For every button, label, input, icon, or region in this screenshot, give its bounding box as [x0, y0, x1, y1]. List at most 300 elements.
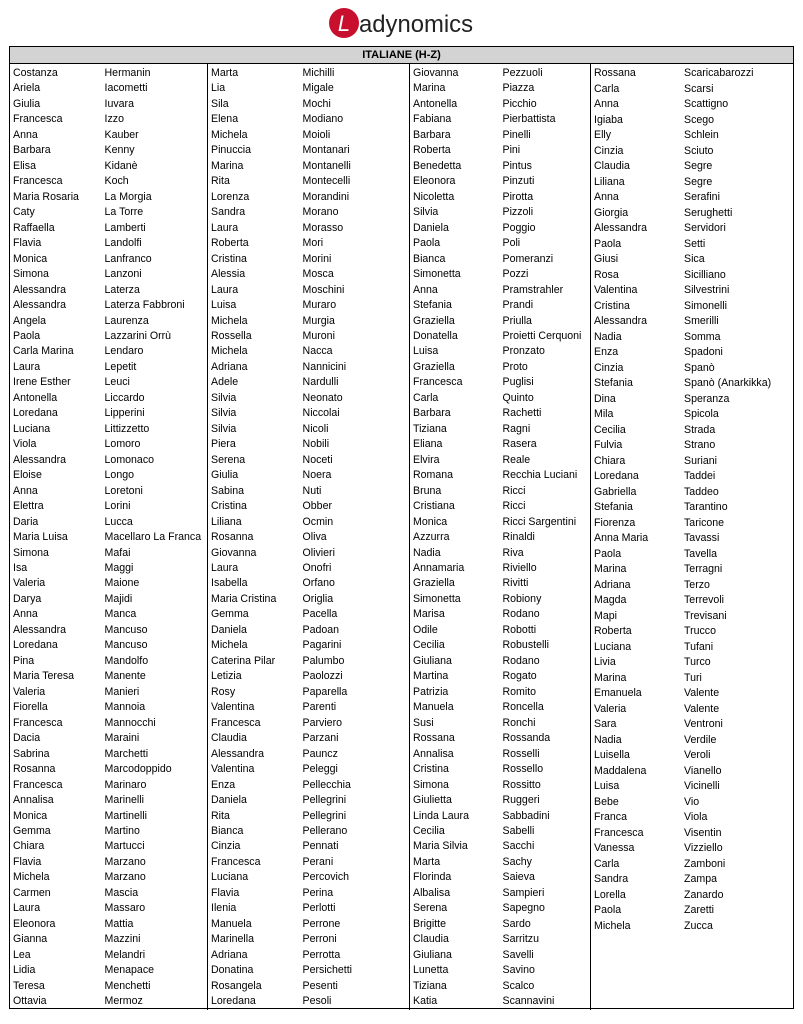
last-name-cell: Poli	[502, 237, 521, 250]
last-name-cell: Rossanda	[502, 732, 551, 745]
last-name-cell: Simonelli	[684, 299, 727, 312]
last-name-cell: Strano	[684, 439, 716, 451]
last-name-cell: Moschini	[302, 283, 345, 296]
last-name-cell: Zamboni	[684, 857, 726, 870]
first-name-cell: Anna	[594, 191, 619, 203]
first-name-cell: Marisa	[413, 608, 445, 621]
first-name-cell: Dacia	[13, 732, 41, 745]
first-name-cell: Bianca	[211, 824, 244, 837]
last-name-cell: Martino	[104, 824, 140, 837]
last-name-cell: Smerilli	[684, 315, 719, 327]
first-name-cell: Susi	[413, 716, 434, 729]
first-name-cell: Michela	[211, 639, 248, 652]
first-name-cell: Loredana	[211, 995, 256, 1008]
first-name-cell: Gianna	[13, 933, 48, 946]
first-name-cell: Donatina	[211, 964, 254, 977]
first-name-cell: Giuliana	[413, 948, 452, 961]
last-name-cell: Marzano	[104, 855, 146, 868]
first-name-cell: Flavia	[13, 237, 42, 250]
first-name-cell: Alessandra	[594, 222, 647, 234]
last-name-cell: Lazzarini Orrù	[104, 329, 172, 342]
first-name-cell: Rita	[211, 175, 230, 188]
first-name-cell: Lunetta	[413, 964, 449, 977]
first-name-cell: Eleonora	[13, 917, 56, 930]
last-name-cell: Iacometti	[104, 82, 148, 95]
first-name-cell: Manuela	[211, 917, 252, 930]
first-name-column	[591, 66, 681, 1010]
first-name-cell: Elena	[211, 113, 239, 126]
last-name-cell: Sacchi	[502, 840, 535, 853]
last-name-cell: Suriani	[684, 454, 717, 467]
last-name-cell: Montanelli	[302, 159, 351, 172]
last-name-cell: Turi	[684, 671, 702, 684]
first-name-cell: Irene Esther	[13, 376, 71, 389]
first-name-cell: Katia	[413, 995, 438, 1008]
first-name-cell: Anna	[13, 128, 38, 141]
last-name-cell: Pomeranzi	[502, 252, 554, 265]
first-name-cell: Luciana	[594, 640, 632, 653]
last-name-cell: Setti	[684, 237, 706, 250]
first-name-cell: Loredana	[594, 470, 639, 482]
last-name-cell: Perrone	[302, 917, 341, 930]
first-name-cell: Elettra	[13, 500, 44, 513]
first-name-cell: Silvia	[211, 422, 237, 435]
first-name-cell: Barbara	[413, 128, 451, 141]
first-name-cell: Cristiana	[413, 500, 455, 513]
last-name-cell: Valente	[684, 702, 720, 715]
last-name-cell: Terragni	[684, 563, 723, 575]
first-name-cell: Fulvia	[594, 439, 623, 451]
first-name-cell: Rosa	[594, 268, 619, 281]
last-name-cell: Longo	[104, 469, 134, 482]
first-name-cell: Alessandra	[13, 283, 66, 296]
first-name-cell: Giusi	[594, 253, 619, 265]
last-name-cell: Veroli	[684, 749, 711, 761]
last-name-cell: Ronchi	[502, 716, 536, 729]
first-name-cell: Giulia	[211, 469, 239, 482]
last-name-cell: Origlia	[302, 592, 334, 605]
first-name-cell: Giovanna	[413, 67, 459, 79]
last-name-cell: Robiony	[502, 592, 542, 605]
last-name-cell: Pinelli	[502, 128, 531, 141]
last-name-cell: Noera	[302, 469, 332, 482]
first-name-cell: Valentina	[594, 284, 638, 296]
first-name-cell: Eliana	[413, 438, 443, 451]
first-name-cell: Luisa	[594, 780, 620, 792]
first-name-cell: Marinella	[211, 933, 254, 946]
last-name-cell: Taricone	[684, 516, 725, 529]
first-name-cell: Mila	[594, 408, 614, 420]
first-name-cell: Cecilia	[594, 423, 626, 436]
last-name-cell: Lomoro	[104, 438, 141, 451]
first-name-cell: Albalisa	[413, 886, 451, 899]
first-name-cell: Dina	[594, 392, 616, 405]
first-name-cell: Stefania	[413, 299, 452, 312]
last-name-cell: Peleggi	[302, 763, 338, 776]
last-name-cell: Romito	[502, 685, 537, 698]
brand-logo	[0, 4, 803, 44]
last-name-cell: Rossello	[502, 763, 544, 776]
first-name-cell: Lea	[13, 948, 31, 961]
first-name-cell: Nadia	[594, 330, 622, 343]
first-name-cell: Francesca	[413, 376, 463, 389]
first-name-cell: Sabrina	[13, 747, 50, 760]
first-name-cell: Carla Marina	[13, 345, 74, 358]
first-name-cell: Odile	[413, 623, 438, 636]
last-name-cell: Leuci	[104, 376, 130, 389]
first-name-cell: Adriana	[211, 948, 248, 961]
last-name-cell: Perlotti	[302, 902, 336, 915]
last-name-cell: Sachy	[502, 855, 532, 868]
first-name-cell: Cristina	[211, 252, 247, 265]
table-title: ITALIANE (H-Z)	[10, 47, 793, 64]
last-name-cell: Parenti	[302, 701, 337, 714]
last-name-cell: Littizzetto	[104, 422, 150, 435]
first-name-cell: Letizia	[211, 670, 242, 683]
first-name-cell: Monica	[413, 515, 448, 528]
first-name-cell: Cristina	[594, 299, 630, 312]
first-name-cell: Giuliana	[413, 654, 452, 667]
last-name-cell: Melandri	[104, 948, 146, 961]
last-name-cell: Viola	[684, 811, 708, 823]
last-name-cell: Lorini	[104, 500, 131, 513]
last-name-cell: Rodano	[502, 654, 540, 667]
first-name-cell: Rosanna	[211, 531, 254, 544]
last-name-cell: Valente	[684, 687, 720, 699]
last-name-cell: Maraini	[104, 732, 140, 745]
last-name-cell: Tarantino	[684, 501, 728, 513]
first-name-cell: Marina	[413, 82, 446, 95]
last-name-cell: Lucca	[104, 515, 133, 528]
last-name-cell: Scarsi	[684, 82, 714, 95]
last-name-cell: Niccolai	[302, 407, 340, 420]
last-name-cell: Pini	[502, 144, 521, 157]
last-name-cell: Pinzuti	[502, 175, 535, 188]
first-name-cell: Luisa	[211, 299, 237, 312]
first-name-cell: Daniela	[413, 221, 449, 234]
last-name-cell: Sabelli	[502, 824, 535, 837]
last-name-cell: Muraro	[302, 299, 337, 312]
first-name-cell: Graziella	[413, 314, 455, 327]
first-name-cell: Serena	[413, 902, 448, 915]
last-name-cell: Poggio	[502, 221, 536, 234]
first-name-cell: Alessandra	[13, 299, 66, 312]
last-name-cell: Schlein	[684, 129, 719, 141]
last-name-cell: Orfano	[302, 577, 335, 590]
last-name-cell: Parviero	[302, 716, 342, 729]
last-name-cell: Pacella	[302, 608, 338, 621]
first-name-cell: Carla	[413, 391, 439, 404]
first-name-cell: Simonetta	[413, 268, 461, 281]
last-name-cell: Marcodoppido	[104, 763, 172, 776]
first-name-cell: Silvia	[413, 206, 439, 219]
first-name-cell: Enza	[594, 346, 619, 358]
first-name-cell: Cinzia	[594, 361, 624, 374]
last-name-cell: Zanardo	[684, 888, 724, 901]
last-name-cell: Pierbattista	[502, 113, 556, 126]
first-name-cell: Anna	[13, 484, 38, 497]
first-name-cell: Silvia	[211, 407, 237, 420]
last-name-cell: Reale	[502, 453, 531, 466]
last-name-cell: Serafini	[684, 191, 720, 203]
first-name-cell: Luisa	[413, 345, 439, 358]
last-name-cell: Pennati	[302, 840, 339, 853]
last-name-cell: Scaricabarozzi	[684, 67, 754, 79]
last-name-cell: Landolfi	[104, 237, 142, 250]
last-name-cell: Persichetti	[302, 964, 353, 977]
last-name-cell: Olivieri	[302, 546, 335, 559]
last-name-cell: Menapace	[104, 964, 155, 977]
first-name-cell: Marta	[413, 855, 441, 868]
last-name-cell: Obber	[302, 500, 332, 513]
first-name-cell: Rosangela	[211, 979, 262, 992]
last-name-cell: Ocmin	[302, 515, 334, 528]
first-name-cell: Roberta	[211, 237, 249, 250]
last-name-cell: Sciuto	[684, 144, 714, 157]
last-name-cell: Marinaro	[104, 778, 147, 791]
last-name-cell: Taddeo	[684, 485, 719, 498]
first-name-cell: Caty	[13, 206, 35, 219]
last-name-cell: Ricci	[502, 500, 526, 513]
first-name-cell: Eleonora	[413, 175, 456, 188]
first-name-cell: Annamaria	[413, 562, 465, 574]
last-name-cell: Montanari	[302, 144, 350, 157]
first-name-cell: Francesca	[13, 778, 63, 791]
last-name-cell: Rodano	[502, 608, 540, 621]
first-name-cell: Brigitte	[413, 917, 446, 930]
first-name-cell: Monica	[13, 809, 48, 822]
last-name-cell: Mannoia	[104, 701, 146, 714]
last-name-cell: Lendaro	[104, 345, 144, 358]
first-name-cell: Nadia	[594, 733, 622, 746]
last-name-cell: Manente	[104, 670, 146, 683]
last-name-cell: Palumbo	[302, 654, 345, 667]
last-name-cell: Laterza Fabbroni	[104, 299, 185, 312]
first-name-cell: Stefania	[594, 501, 633, 513]
ladynomics-logo-icon	[327, 4, 477, 44]
last-name-cell: Morini	[302, 252, 332, 265]
last-name-cell: Mosca	[302, 268, 334, 281]
last-name-cell: La Torre	[104, 206, 144, 219]
first-name-cell: Livia	[594, 656, 616, 668]
last-name-cell: Pellegrini	[302, 809, 347, 822]
last-name-column	[300, 66, 409, 1010]
last-name-cell: Laterza	[104, 283, 140, 296]
last-name-cell: Pesoli	[302, 995, 332, 1008]
last-name-cell: Manca	[104, 608, 137, 621]
last-name-cell: Trucco	[684, 625, 716, 637]
last-name-cell: Perina	[302, 886, 334, 899]
table-body	[10, 64, 793, 1010]
column-group-3	[410, 64, 591, 1010]
first-name-cell: Adriana	[594, 578, 631, 591]
first-name-cell: Raffaella	[13, 221, 55, 234]
last-name-cell: Verdile	[684, 733, 717, 746]
first-name-cell: Michela	[594, 919, 631, 932]
first-name-cell: Linda Laura	[413, 809, 469, 822]
last-name-cell: Rasera	[502, 438, 537, 451]
first-name-cell: Igiaba	[594, 113, 623, 126]
first-name-cell: Martina	[413, 670, 449, 683]
last-name-cell: Savelli	[502, 948, 534, 961]
first-name-cell: Adriana	[211, 360, 248, 373]
last-name-cell: Sampieri	[502, 886, 545, 899]
first-name-cell: Stefania	[594, 377, 633, 389]
first-name-cell: Darya	[13, 592, 42, 605]
first-name-cell: Manuela	[413, 701, 454, 714]
last-name-cell: Priulla	[502, 314, 532, 327]
last-name-cell: Maione	[104, 577, 140, 590]
last-name-cell: Kauber	[104, 128, 139, 141]
last-name-cell: Trevisani	[684, 609, 727, 622]
first-name-cell: Marina	[594, 671, 627, 684]
last-name-cell: Pronzato	[502, 345, 545, 358]
first-name-cell: Sabina	[211, 484, 244, 497]
last-name-cell: Kidanè	[104, 159, 138, 172]
last-name-cell: Koch	[104, 175, 129, 188]
names-table	[9, 46, 794, 1009]
first-name-cell: Monica	[13, 252, 48, 265]
first-name-cell: Bruna	[413, 484, 442, 497]
first-name-cell: Valeria	[13, 577, 46, 590]
first-name-cell: Alessandra	[13, 623, 66, 636]
last-name-cell: Picchio	[502, 97, 537, 110]
first-name-cell: Maria Silvia	[413, 840, 468, 853]
last-name-cell: Pozzi	[502, 268, 529, 281]
last-name-cell: Morano	[302, 206, 339, 219]
first-name-cell: Fiorenza	[594, 516, 636, 529]
column-group-4	[591, 64, 795, 1010]
first-name-cell: Sandra	[211, 206, 246, 219]
last-name-cell: Ragni	[502, 422, 531, 435]
first-name-column	[10, 66, 102, 1010]
last-name-cell: Noceti	[302, 453, 333, 466]
last-name-cell: Sica	[684, 253, 705, 265]
last-name-cell: Paparella	[302, 685, 348, 698]
first-name-cell: Maria Teresa	[13, 670, 75, 683]
first-name-cell: Loredana	[13, 639, 58, 652]
last-name-cell: Rosselli	[502, 747, 540, 760]
last-name-cell: Vizziello	[684, 842, 723, 854]
last-name-cell: Manieri	[104, 685, 140, 698]
first-name-cell: Paola	[594, 237, 622, 250]
first-name-cell: Lia	[211, 82, 226, 95]
first-name-cell: Paola	[413, 237, 441, 250]
first-name-cell: Patrizia	[413, 685, 449, 698]
first-name-cell: Lorella	[594, 888, 626, 901]
first-name-cell: Fiorella	[13, 701, 48, 714]
last-name-cell: Sabbadini	[502, 809, 550, 822]
last-name-cell: Nardulli	[302, 376, 339, 389]
last-name-cell: Speranza	[684, 392, 730, 405]
last-name-cell: Savino	[502, 964, 535, 977]
first-name-cell: Anna	[13, 608, 38, 621]
last-name-cell: Mascia	[104, 886, 139, 899]
first-name-cell: Laura	[211, 221, 239, 234]
last-name-cell: Pesenti	[302, 979, 338, 992]
last-name-cell: Recchia Luciani	[502, 469, 578, 482]
last-name-cell: Onofri	[302, 562, 332, 574]
first-name-cell: Eloise	[13, 469, 42, 482]
last-name-cell: Montecelli	[302, 175, 351, 188]
last-name-cell: Sardo	[502, 917, 531, 930]
first-name-cell: Roberta	[594, 625, 632, 637]
last-name-cell: Mannocchi	[104, 716, 156, 729]
first-name-cell: Elvira	[413, 453, 440, 466]
first-name-cell: Alessandra	[594, 315, 647, 327]
first-name-cell: Nicoletta	[413, 190, 455, 203]
last-name-cell: Pramstrahler	[502, 283, 564, 296]
first-name-cell: Cinzia	[594, 144, 624, 157]
first-name-cell: Alessandra	[13, 453, 66, 466]
last-name-cell: Roncella	[502, 701, 544, 714]
first-name-cell: Bebe	[594, 795, 619, 808]
last-name-cell: Terzo	[684, 578, 710, 591]
last-name-column	[102, 66, 207, 1010]
last-name-cell: Spadoni	[684, 346, 723, 358]
logo-wordmark: adynomics	[358, 11, 473, 38]
last-name-cell: Martinelli	[104, 809, 147, 822]
first-name-cell: Claudia	[413, 933, 449, 946]
last-name-cell: Segre	[684, 160, 713, 172]
first-name-cell: Rossana	[413, 732, 455, 745]
last-name-cell: Tavella	[684, 547, 717, 560]
last-name-cell: Proto	[502, 360, 528, 373]
last-name-cell: Nannicini	[302, 360, 347, 373]
last-name-cell: Pagarini	[302, 639, 342, 652]
last-name-cell: Nobili	[302, 438, 330, 451]
first-name-cell: Barbara	[13, 144, 51, 157]
last-name-cell: Silvestrini	[684, 284, 730, 296]
first-name-cell: Adele	[211, 376, 239, 389]
last-name-cell: Sarritzu	[502, 933, 539, 946]
last-name-cell: Taddei	[684, 470, 716, 482]
first-name-cell: Vanessa	[594, 842, 635, 854]
first-name-cell: Roberta	[413, 144, 451, 157]
last-name-cell: Vio	[684, 795, 700, 808]
last-name-cell: Zampa	[684, 873, 717, 885]
first-name-cell: Maria Rosaria	[13, 190, 79, 203]
first-name-cell: Graziella	[413, 360, 455, 373]
first-name-cell: Claudia	[211, 732, 247, 745]
last-name-cell: Pizzoli	[502, 206, 534, 219]
first-name-cell: Angela	[13, 314, 46, 327]
last-name-cell: Murgia	[302, 314, 335, 327]
first-name-cell: Maria Luisa	[13, 531, 68, 544]
last-name-cell: Moioli	[302, 128, 331, 141]
first-name-cell: Barbara	[413, 407, 451, 420]
first-name-cell: Daria	[13, 515, 39, 528]
last-name-cell: Marzano	[104, 871, 146, 884]
last-name-cell: Ventroni	[684, 718, 723, 730]
last-name-cell: Scego	[684, 113, 715, 126]
last-name-cell: Spicola	[684, 408, 719, 420]
last-name-cell: Visentin	[684, 826, 722, 839]
last-name-cell: Mancuso	[104, 639, 148, 652]
first-name-cell: Rosy	[211, 685, 236, 698]
column-group-1	[10, 64, 208, 1010]
last-name-cell: Mattia	[104, 917, 134, 930]
first-name-cell: Cecilia	[413, 824, 445, 837]
first-name-cell: Paola	[594, 904, 622, 916]
first-name-cell: Ariela	[13, 82, 41, 95]
last-name-cell: Vicinelli	[684, 780, 720, 792]
last-name-cell: Morasso	[302, 221, 344, 234]
first-name-cell: Maria Cristina	[211, 592, 277, 605]
first-name-cell: Bianca	[413, 252, 446, 265]
last-name-cell: Ricci Sargentini	[502, 515, 577, 528]
last-name-cell: Ricci	[502, 484, 526, 497]
